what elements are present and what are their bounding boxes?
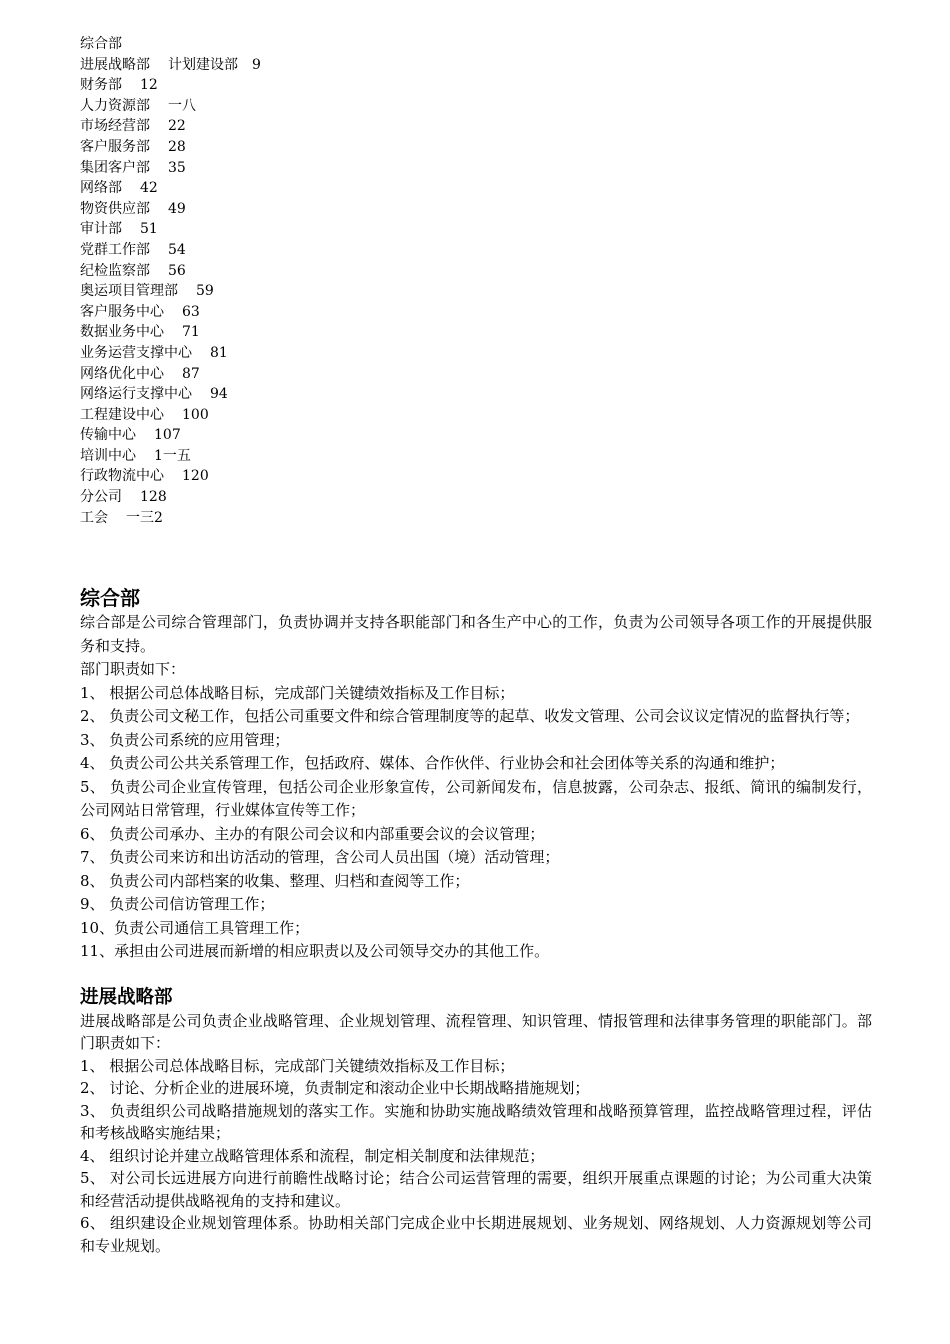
- toc-entry[interactable]: [80, 34, 872, 55]
- table-of-contents: [80, 34, 872, 528]
- duty-item: 3、 负责组织公司战略措施规划的落实工作。实施和协助实施战略绩效管理和战略预算管理，监控战略管理过程，评估和考核战略实施结果；: [80, 1101, 872, 1143]
- toc-entry[interactable]: [80, 425, 872, 446]
- toc-page-number: 87: [182, 365, 200, 382]
- section-intro: 综合部是公司综合管理部门，负责协调并支持各职能部门和各生产中心的工作，负责为公司领导各项工作的开展提供服务和支持。: [80, 613, 872, 655]
- duty-item: 7、 负责公司来访和出访活动的管理，含公司人员出国（境）活动管理；: [80, 848, 560, 867]
- toc-entry[interactable]: [80, 466, 872, 487]
- duty-item: 6、 组织建设企业规划管理体系。协助相关部门完成企业中长期进展规划、业务规划、网络规划、人力资源规划等公司和专业规划。: [80, 1214, 872, 1255]
- duty-item: 2、 负责公司文秘工作，包括公司重要文件和综合管理制度等的起草、收发文管理、公司会议议定情况的监督执行等；: [80, 707, 860, 726]
- toc-page-number: 100: [182, 406, 209, 423]
- toc-entry[interactable]: [80, 178, 872, 199]
- duty-item: 10、负责公司通信工具管理工作；: [80, 918, 310, 937]
- duty-item: 1、 根据公司总体战略目标，完成部门关键绩效指标及工作目标；: [80, 683, 515, 702]
- duty-item: 5、 对公司长远进展方向进行前瞻性战略讨论；结合公司运营管理的需要，组织开展重点课题的讨论；为公司重大决策和经营活动提供战略视角的支持和建议。: [80, 1169, 872, 1210]
- toc-label: 奥运项目管理部: [80, 283, 178, 300]
- toc-label: 传输中心: [80, 427, 136, 444]
- toc-page-number: 28: [168, 138, 186, 155]
- duty-item: 6、 负责公司承办、主办的有限公司会议和内部重要会议的会议管理；: [80, 824, 545, 843]
- toc-label: 财务部: [80, 77, 122, 94]
- toc-entry[interactable]: [80, 219, 872, 240]
- toc-page-number: 63: [182, 303, 200, 320]
- toc-label: 分公司: [80, 489, 122, 506]
- toc-label: 行政物流中心: [80, 468, 164, 485]
- toc-label: 综合部: [80, 36, 122, 52]
- toc-page-number: 94: [210, 386, 228, 403]
- duty-item: 3、 负责公司系统的应用管理；: [80, 730, 290, 749]
- section-development-strategy-department: [80, 986, 872, 1258]
- duty-item: 11、承担由公司进展而新增的相应职责以及公司领导交办的其他工作。: [80, 942, 550, 961]
- toc-label: 市场经营部: [80, 118, 150, 135]
- toc-page-number: 一三2: [126, 509, 163, 526]
- toc-page-number: 81: [210, 344, 228, 361]
- toc-page-number: 35: [168, 159, 186, 176]
- toc-label: 数据业务中心: [80, 324, 164, 341]
- duty-item: 8、 负责公司内部档案的收集、整理、归档和查阅等工作；: [80, 871, 470, 890]
- toc-entry[interactable]: [80, 240, 872, 261]
- toc-label: 审计部: [80, 221, 122, 238]
- toc-label: 网络部: [80, 180, 122, 197]
- toc-label: 纪检监察部: [80, 262, 150, 279]
- toc-label: 物资供应部: [80, 200, 150, 217]
- duty-item: 4、 负责公司公共关系管理工作，包括政府、媒体、合作伙伴、行业协会和社会团体等关系的沟通和维护；: [80, 754, 785, 773]
- toc-page-number: 128: [140, 489, 167, 506]
- toc-entry[interactable]: [80, 75, 872, 96]
- toc-entry[interactable]: [80, 137, 872, 158]
- toc-entry[interactable]: [80, 487, 872, 508]
- toc-label: 客户服务中心: [80, 303, 164, 320]
- toc-entry[interactable]: [80, 302, 872, 323]
- toc-label: 党群工作部: [80, 241, 150, 258]
- toc-entry[interactable]: [80, 281, 872, 302]
- duties-label: 部门职责如下：: [80, 660, 186, 679]
- toc-page-number: 12: [140, 77, 158, 94]
- toc-entry[interactable]: [80, 405, 872, 426]
- toc-label: 网络优化中心: [80, 365, 164, 382]
- toc-entry[interactable]: [80, 364, 872, 385]
- duty-item: 5、 负责公司企业宣传管理，包括公司企业形象宣传，公司新闻发布，信息披露，公司杂志、报纸、简讯的编制发行，公司网站日常管理，行业媒体宣传等工作；: [80, 777, 872, 820]
- toc-page-number: 51: [140, 221, 158, 238]
- section-heading: 进展战略部: [80, 986, 173, 1008]
- toc-label: 培训中心: [80, 447, 136, 464]
- toc-label: 工会: [80, 509, 108, 526]
- toc-page-number: 49: [168, 200, 186, 217]
- toc-page-number: 56: [168, 262, 186, 279]
- toc-label: 工程建设中心: [80, 406, 164, 423]
- toc-label: 集团客户部: [80, 159, 150, 176]
- toc-entry[interactable]: [80, 96, 872, 117]
- toc-page-number: 120: [182, 468, 209, 485]
- toc-page-number: 54: [168, 241, 186, 258]
- toc-entry[interactable]: [80, 158, 872, 179]
- toc-label: 业务运营支撑中心: [80, 344, 192, 361]
- toc-page-number: 71: [182, 324, 200, 341]
- section-heading: 综合部: [80, 586, 140, 611]
- toc-label: 人力资源部: [80, 97, 150, 114]
- section-general-department: [80, 585, 872, 964]
- toc-page-number: 计划建设部 9: [168, 56, 261, 73]
- toc-label: 客户服务部: [80, 138, 150, 155]
- toc-entry[interactable]: [80, 446, 872, 467]
- toc-entry[interactable]: [80, 116, 872, 137]
- duty-item: 2、 讨论、分析企业的进展环境，负责制定和滚动企业中长期战略措施规划；: [80, 1079, 590, 1098]
- toc-page-number: 107: [154, 427, 181, 444]
- section-intro: 进展战略部是公司负责企业战略管理、企业规划管理、流程管理、知识管理、情报管理和法律事务管理的职能部门。部门职责如下：: [80, 1011, 872, 1053]
- duty-item: 1、 根据公司总体战略目标，完成部门关键绩效指标及工作目标；: [80, 1056, 515, 1075]
- toc-label: 进展战略部: [80, 56, 150, 73]
- toc-entry[interactable]: [80, 199, 872, 220]
- toc-page-number: 59: [196, 283, 214, 300]
- duty-item: 9、 负责公司信访管理工作；: [80, 895, 275, 914]
- toc-page-number: 1一五: [154, 447, 191, 464]
- toc-entry[interactable]: [80, 384, 872, 405]
- toc-entry[interactable]: [80, 55, 872, 76]
- toc-page-number: 22: [168, 118, 186, 135]
- duty-item: 4、 组织讨论并建立战略管理体系和流程，制定相关制度和法律规范；: [80, 1146, 545, 1165]
- toc-label: 网络运行支撑中心: [80, 386, 192, 403]
- toc-entry[interactable]: [80, 322, 872, 343]
- toc-entry[interactable]: [80, 261, 872, 282]
- toc-entry[interactable]: [80, 343, 872, 364]
- toc-page-number: 42: [140, 180, 158, 197]
- toc-page-number: 一八: [168, 97, 196, 114]
- toc-entry[interactable]: [80, 508, 872, 529]
